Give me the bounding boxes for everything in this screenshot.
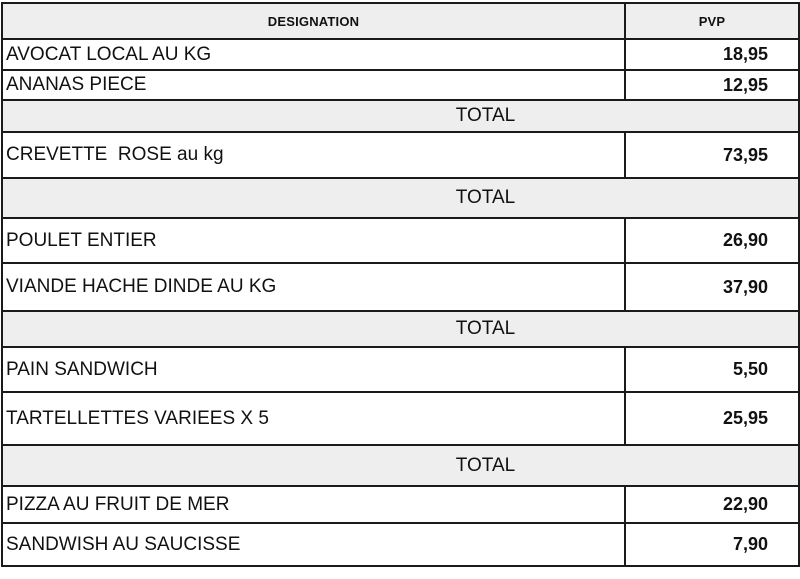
column-header-designation: DESIGNATION bbox=[2, 3, 625, 39]
column-header-pvp: PVP bbox=[625, 3, 799, 39]
item-designation: CREVETTE ROSE au kg bbox=[2, 132, 625, 178]
total-row bbox=[2, 178, 799, 218]
item-price: 26,90 bbox=[625, 218, 799, 263]
table-row bbox=[2, 132, 799, 178]
total-label: TOTAL bbox=[2, 445, 799, 486]
item-designation: TARTELLETTES VARIEES X 5 bbox=[2, 392, 625, 445]
table-header-row bbox=[2, 3, 799, 39]
total-row bbox=[2, 445, 799, 486]
total-row bbox=[2, 100, 799, 132]
item-designation: VIANDE HACHE DINDE AU KG bbox=[2, 263, 625, 311]
table-row bbox=[2, 486, 799, 523]
item-price: 7,90 bbox=[625, 523, 799, 566]
price-table bbox=[1, 2, 800, 567]
item-designation: ANANAS PIECE bbox=[2, 70, 625, 100]
table-row bbox=[2, 39, 799, 70]
item-designation: PAIN SANDWICH bbox=[2, 347, 625, 392]
item-price: 5,50 bbox=[625, 347, 799, 392]
table-row bbox=[2, 523, 799, 566]
item-designation: PIZZA AU FRUIT DE MER bbox=[2, 486, 625, 523]
table-row bbox=[2, 70, 799, 100]
table-row bbox=[2, 347, 799, 392]
item-designation: POULET ENTIER bbox=[2, 218, 625, 263]
item-price: 25,95 bbox=[625, 392, 799, 445]
total-label: TOTAL bbox=[2, 178, 799, 218]
total-row bbox=[2, 311, 799, 347]
item-price: 18,95 bbox=[625, 39, 799, 70]
item-designation: SANDWISH AU SAUCISSE bbox=[2, 523, 625, 566]
total-label: TOTAL bbox=[2, 100, 799, 132]
table-row bbox=[2, 392, 799, 445]
item-price: 22,90 bbox=[625, 486, 799, 523]
item-price: 37,90 bbox=[625, 263, 799, 311]
item-price: 12,95 bbox=[625, 70, 799, 100]
item-price: 73,95 bbox=[625, 132, 799, 178]
item-designation: AVOCAT LOCAL AU KG bbox=[2, 39, 625, 70]
table-row bbox=[2, 263, 799, 311]
table-row bbox=[2, 218, 799, 263]
total-label: TOTAL bbox=[2, 311, 799, 347]
